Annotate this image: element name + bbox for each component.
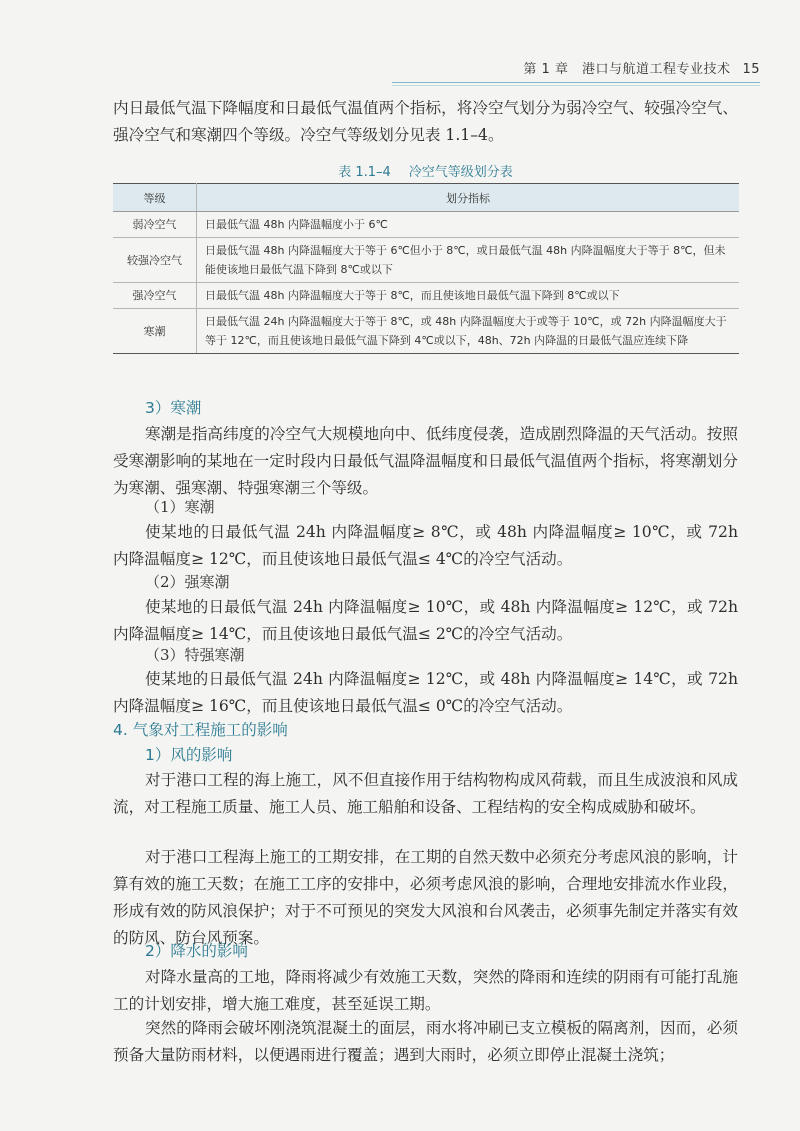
table-row bbox=[113, 238, 739, 283]
wind-paragraph-1: 对于港口工程的海上施工，风不但直接作用于结构物构成风荷载，而且生成波浪和风成流，对工程施工质量、施工人员、施工船舶和设备、工程结构的安全构成威胁和破坏。 bbox=[113, 771, 738, 816]
table-row bbox=[113, 283, 739, 309]
running-header bbox=[0, 58, 760, 84]
row-level: 寒潮 bbox=[113, 309, 197, 354]
row-level: 弱冷空气 bbox=[113, 212, 197, 238]
cold-air-level-table bbox=[113, 183, 739, 354]
item-text-strong-cold-wave: 使某地的日最低气温 24h 内降温幅度≥ 10℃，或 48h 内降温幅度≥ 12℃，或 72h 内降温幅度≥ 14℃，而且使该地日最低气温≤ 2℃的冷空气活动。 bbox=[113, 598, 738, 643]
item-label-strong-cold-wave: （2）强寒潮 bbox=[145, 573, 230, 591]
item-label-cold-wave: （1）寒潮 bbox=[145, 498, 215, 516]
item-label-extreme-cold-wave: （3）特强寒潮 bbox=[145, 646, 245, 664]
item-text-extreme-cold-wave: 使某地的日最低气温 24h 内降温幅度≥ 12℃，或 48h 内降温幅度≥ 14℃，或 72h 内降温幅度≥ 16℃，而且使该地日最低气温≤ 0℃的冷空气活动。 bbox=[113, 670, 738, 715]
header-rule-thin bbox=[392, 85, 760, 86]
table-row bbox=[113, 212, 739, 238]
rain-paragraph-1: 对降水量高的工地，降雨将减少有效施工天数，突然的降雨和连续的阴雨有可能打乱施工的计划安排，增大施工难度，甚至延误工期。 bbox=[113, 968, 738, 1013]
row-criteria: 日最低气温 48h 内降温幅度大于等于 8℃，而且使该地日最低气温下降到 8℃或以下 bbox=[197, 283, 740, 309]
row-criteria: 日最低气温 24h 内降温幅度大于等于 8℃，或 48h 内降温幅度大于或等于 10℃，或 72h 内降温幅度大于等于 12℃，而且使该地日最低气温下降到 4℃或以下，48h、72h 内降温的日最低气温应连续下降 bbox=[197, 309, 740, 354]
item-text-cold-wave: 使某地的日最低气温 24h 内降温幅度≥ 8℃，或 48h 内降温幅度≥ 10℃，或 72h 内降温幅度≥ 12℃，而且使该地日最低气温≤ 4℃的冷空气活动。 bbox=[113, 523, 738, 568]
heading-cold-wave: 3）寒潮 bbox=[145, 399, 202, 417]
table-header-row bbox=[113, 184, 739, 212]
row-criteria: 日最低气温 48h 内降温幅度大于等于 6℃但小于 8℃，或日最低气温 48h 内降温幅度大于等于 8℃，但未能使该地日最低气温下降到 8℃或以下 bbox=[197, 238, 740, 283]
cold-wave-paragraph: 寒潮是指高纬度的冷空气大规模地向中、低纬度侵袭，造成剧烈降温的天气活动。按照受寒潮影响的某地在一定时段内日最低气温降温幅度和日最低气温值两个指标，将寒潮划分为寒潮、强寒潮、特强寒潮三个等级。 bbox=[113, 425, 738, 497]
header-criteria: 划分指标 bbox=[197, 184, 740, 212]
table-number: 表 1.1–4 bbox=[338, 165, 391, 180]
row-level: 较强冷空气 bbox=[113, 238, 197, 283]
table-title: 冷空气等级划分表 bbox=[408, 165, 513, 180]
heading-precipitation: 2）降水的影响 bbox=[145, 942, 248, 960]
table-caption bbox=[113, 161, 738, 180]
wind-paragraph-2: 对于港口工程海上施工的工期安排，在工期的自然天数中必须充分考虑风浪的影响，计算有效的施工天数；在施工工序的安排中，必须考虑风浪的影响，合理地安排流水作业段，形成有效的防风浪保护；对于不可预见的突发大风浪和台风袭击，必须事先制定并落实有效的防风、防台风预案。 bbox=[113, 848, 738, 947]
header-level: 等级 bbox=[113, 184, 197, 212]
intro-paragraph: 内日最低气温下降幅度和日最低气温值两个指标，将冷空气划分为弱冷空气、较强冷空气、强冷空气和寒潮四个等级。冷空气等级划分见表 1.1–4。 bbox=[113, 99, 738, 144]
rain-paragraph-2: 突然的降雨会破坏刚浇筑混凝土的面层，雨水将冲刷已支立模板的隔离剂，因而，必须预备大量防雨材料，以便遇雨进行覆盖；遇到大雨时，必须立即停止混凝土浇筑； bbox=[113, 1019, 738, 1064]
header-rule bbox=[392, 82, 760, 83]
heading-wind: 1）风的影响 bbox=[145, 746, 233, 764]
row-level: 强冷空气 bbox=[113, 283, 197, 309]
page-number: 15 bbox=[742, 62, 760, 77]
heading-weather-impact: 4. 气象对工程施工的影响 bbox=[113, 721, 288, 739]
chapter-title: 第 1 章 港口与航道工程专业技术 bbox=[523, 62, 731, 77]
row-criteria: 日最低气温 48h 内降温幅度小于 6℃ bbox=[197, 212, 740, 238]
table-row bbox=[113, 309, 739, 354]
